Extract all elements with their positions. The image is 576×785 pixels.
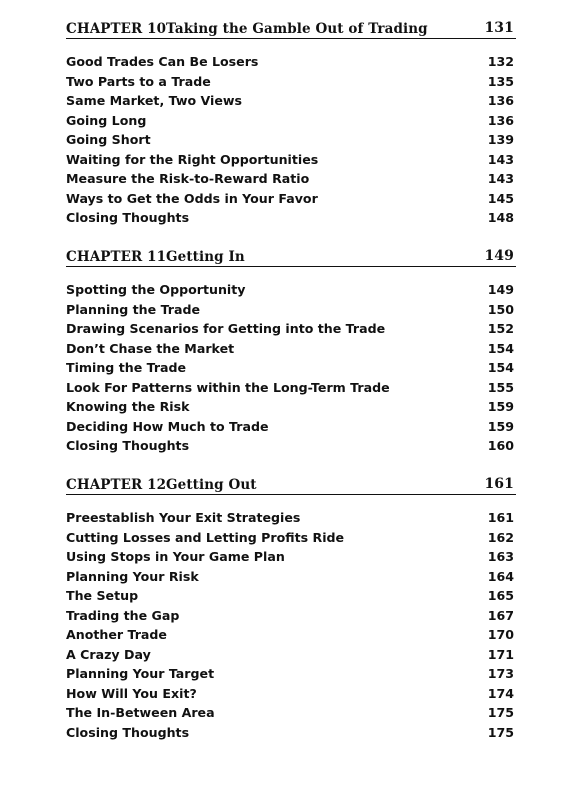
toc-entry[interactable] [66,569,516,589]
toc-entry[interactable] [66,113,516,133]
entry-title: Knowing the Risk [66,399,190,414]
toc-entry[interactable] [66,725,516,745]
entry-page-number: 163 [487,549,514,564]
entry-title: Closing Thoughts [66,724,190,740]
entry-title: The Setup [66,588,139,603]
chapter-number: CHAPTER 12 [66,477,167,493]
entry-title: Planning the Trade [66,301,201,317]
entry-title: Closing Thoughts [66,210,190,225]
entry-page-number: 173 [487,666,514,681]
entry-title: Same Market, Two Views [66,93,243,108]
entry-title: Deciding How Much to Trade [66,418,269,434]
entry-page-number: 170 [487,627,514,642]
entry-title: Good Trades Can Be Losers [66,54,259,69]
toc-entry[interactable] [66,171,516,191]
chapter-heading [66,246,516,268]
toc-entry[interactable] [66,360,516,380]
entry-title: The In-Between Area [66,705,215,720]
entry-title: Look For Patterns within the Long-Term Trade [66,379,390,395]
toc-entry[interactable] [66,132,516,152]
entry-title: Using Stops in Your Game Plan [66,549,285,564]
chapter-title: Getting Out [166,477,257,493]
chapter-number: CHAPTER 10 [66,21,167,37]
toc-entry[interactable] [66,647,516,667]
toc-entry[interactable] [66,588,516,608]
toc-page [66,0,516,785]
entry-page-number: 161 [487,510,514,525]
toc-entry[interactable] [66,341,516,361]
toc-entry[interactable] [66,54,516,74]
entry-title: How Will You Exit? [66,685,197,701]
toc-entry[interactable] [66,510,516,530]
entry-title: A Crazy Day [66,646,151,662]
entry-title: Another Trade [66,627,167,642]
entry-page-number: 152 [487,321,514,336]
entry-page-number: 174 [487,685,514,701]
entry-title: Cutting Losses and Letting Profits Ride [66,529,345,545]
entry-page-number: 159 [487,399,514,414]
entry-page-number: 139 [487,132,514,147]
entry-list [66,510,516,744]
heading-rule [66,266,516,267]
entry-page-number: 136 [487,112,514,128]
toc-entry[interactable] [66,210,516,230]
entry-page-number: 167 [487,607,514,623]
entry-page-number: 132 [487,54,514,69]
toc-entry[interactable] [66,399,516,419]
entry-page-number: 154 [487,360,514,375]
chapter-page-number: 149 [484,248,514,264]
entry-page-number: 160 [487,438,514,453]
entry-page-number: 148 [487,210,514,225]
toc-entry[interactable] [66,530,516,550]
entry-page-number: 154 [487,340,514,356]
entry-page-number: 175 [487,705,514,720]
toc-entry[interactable] [66,74,516,94]
entry-page-number: 149 [487,282,514,297]
entry-title: Drawing Scenarios for Getting into the Trade [66,321,386,336]
entry-title: Two Parts to a Trade [66,73,211,89]
chapter-section [66,18,516,225]
chapter-heading [66,474,516,496]
toc-entry[interactable] [66,705,516,725]
entry-title: Planning Your Target [66,666,215,681]
entry-page-number: 155 [487,379,514,395]
toc-entry[interactable] [66,152,516,172]
chapter-heading [66,18,516,40]
toc-entry[interactable] [66,608,516,628]
entry-page-number: 145 [487,190,514,206]
entry-title: Planning Your Risk [66,568,199,584]
entry-title: Don’t Chase the Market [66,340,235,356]
toc-entry[interactable] [66,191,516,211]
entry-page-number: 143 [487,151,514,167]
toc-entry[interactable] [66,302,516,322]
toc-entry[interactable] [66,93,516,113]
chapter-number: CHAPTER 11 [66,249,167,265]
chapter-section [66,246,516,453]
chapter-section [66,474,516,740]
chapter-title: Taking the Gamble Out of Trading [166,21,428,37]
entry-title: Preestablish Your Exit Strategies [66,510,301,525]
entry-title: Waiting for the Right Opportunities [66,151,319,167]
entry-title: Going Long [66,112,147,128]
entry-title: Ways to Get the Odds in Your Favor [66,190,318,206]
entry-page-number: 143 [487,171,514,186]
entry-page-number: 136 [487,93,514,108]
toc-entry[interactable] [66,419,516,439]
entry-page-number: 162 [487,529,514,545]
entry-page-number: 164 [487,568,514,584]
toc-entry[interactable] [66,666,516,686]
heading-rule [66,494,516,495]
toc-entry[interactable] [66,686,516,706]
entry-page-number: 135 [487,73,514,89]
toc-entry[interactable] [66,627,516,647]
entry-title: Closing Thoughts [66,438,190,453]
entry-list [66,54,516,230]
entry-list [66,282,516,458]
entry-page-number: 150 [487,301,514,317]
entry-title: Going Short [66,132,151,147]
toc-entry[interactable] [66,282,516,302]
chapter-page-number: 131 [484,20,514,36]
toc-entry[interactable] [66,438,516,458]
entry-page-number: 159 [487,418,514,434]
entry-title: Measure the Risk-to-Reward Ratio [66,171,310,186]
entry-page-number: 175 [487,724,514,740]
chapter-page-number: 161 [484,476,514,492]
toc-entry[interactable] [66,321,516,341]
entry-page-number: 165 [487,588,514,603]
heading-rule [66,38,516,39]
entry-page-number: 171 [487,646,514,662]
chapter-title: Getting In [166,249,245,265]
toc-entry[interactable] [66,549,516,569]
entry-title: Timing the Trade [66,360,187,375]
entry-title: Trading the Gap [66,607,180,623]
toc-entry[interactable] [66,380,516,400]
entry-title: Spotting the Opportunity [66,282,246,297]
